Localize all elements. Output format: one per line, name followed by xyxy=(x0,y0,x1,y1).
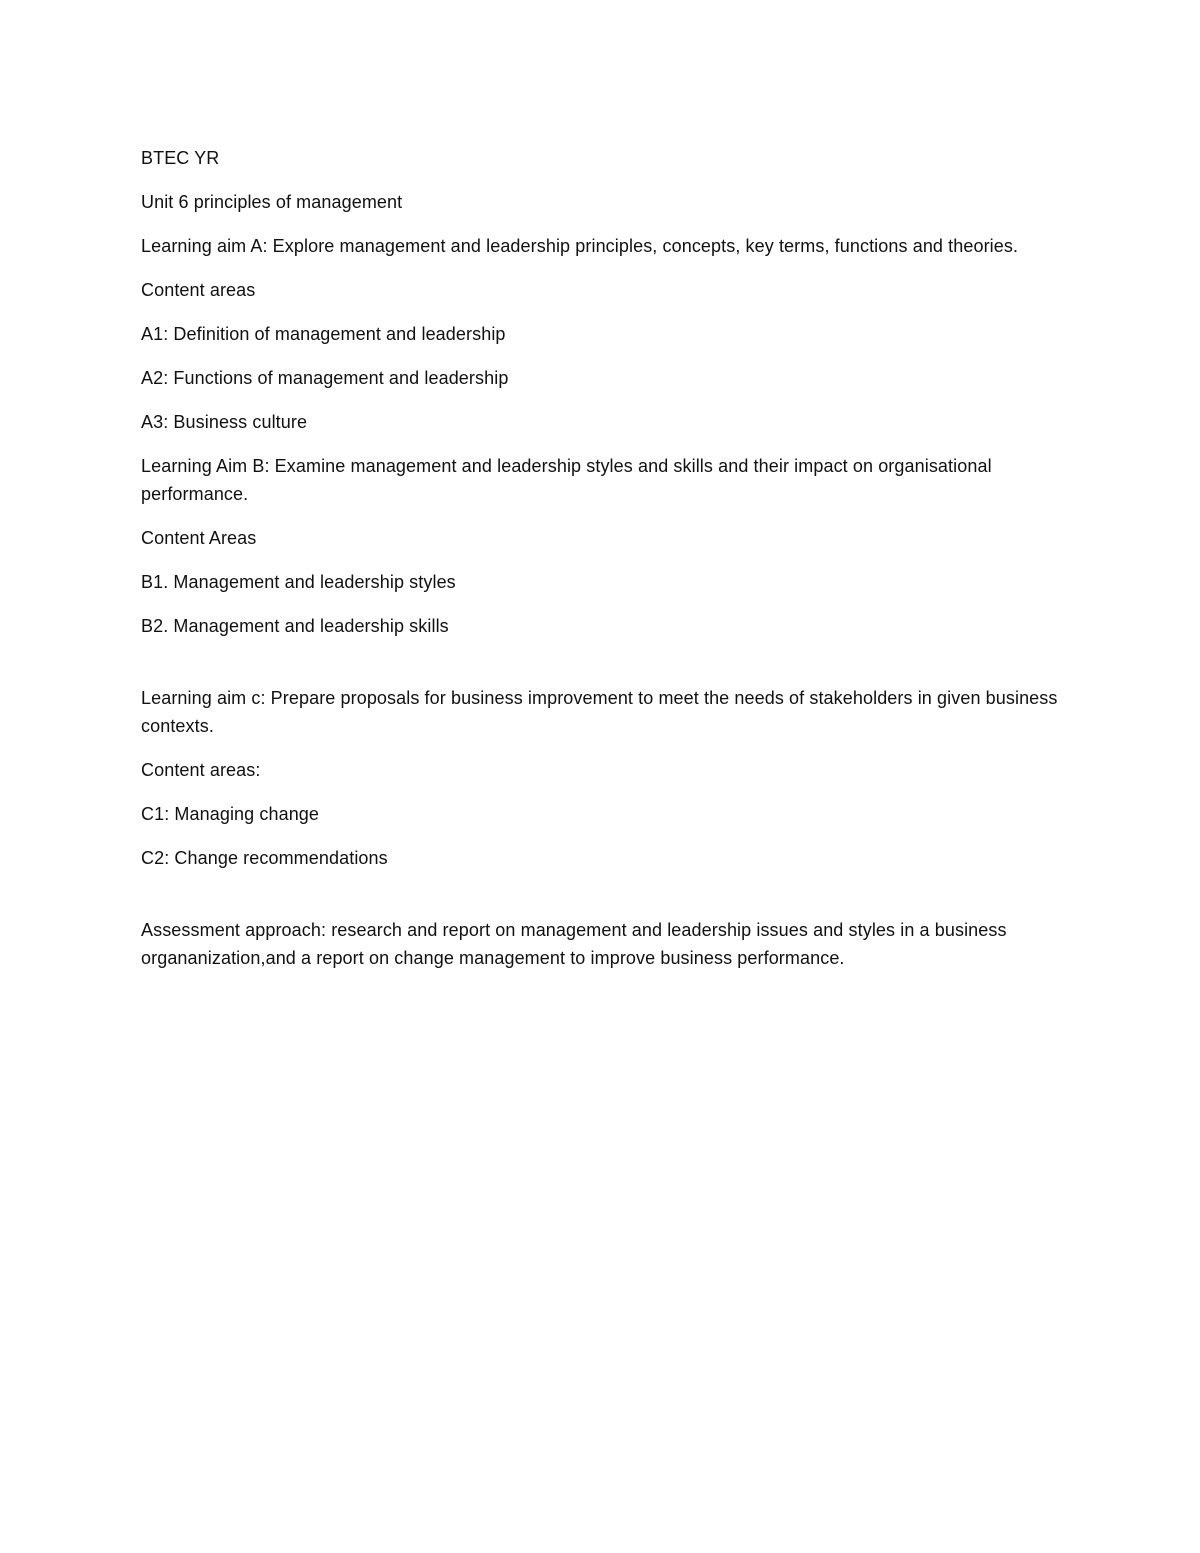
learning-aim-c: Learning aim c: Prepare proposals for business improvement to meet the needs of stakeholders in given business contexts. xyxy=(141,688,1058,736)
document-body xyxy=(141,144,1076,988)
learning-aim-a: Learning aim A: Explore management and leadership principles, concepts, key terms, functions and theories. xyxy=(141,236,1019,256)
content-area-c1: C1: Managing change xyxy=(141,804,320,824)
content-area-b2: B2. Management and leadership skills xyxy=(141,616,449,636)
learning-aim-b: Learning Aim B: Examine management and leadership styles and skills and their impact on organisational performance. xyxy=(141,456,992,504)
content-areas-heading-b: Content Areas xyxy=(141,528,257,548)
content-areas-heading-c: Content areas: xyxy=(141,760,261,780)
document-title: BTEC YR xyxy=(141,148,220,168)
content-areas-heading-a: Content areas xyxy=(141,280,256,300)
content-area-c2: C2: Change recommendations xyxy=(141,848,388,868)
content-area-a1: A1: Definition of management and leadership xyxy=(141,324,506,344)
content-area-a2: A2: Functions of management and leadership xyxy=(141,368,509,388)
content-area-b1: B1. Management and leadership styles xyxy=(141,572,456,592)
unit-title: Unit 6 principles of management xyxy=(141,192,403,212)
content-area-a3: A3: Business culture xyxy=(141,412,308,432)
assessment-approach: Assessment approach: research and report on management and leadership issues and styles in a business organanization,and a report on change management to improve business performance. xyxy=(141,920,1007,968)
